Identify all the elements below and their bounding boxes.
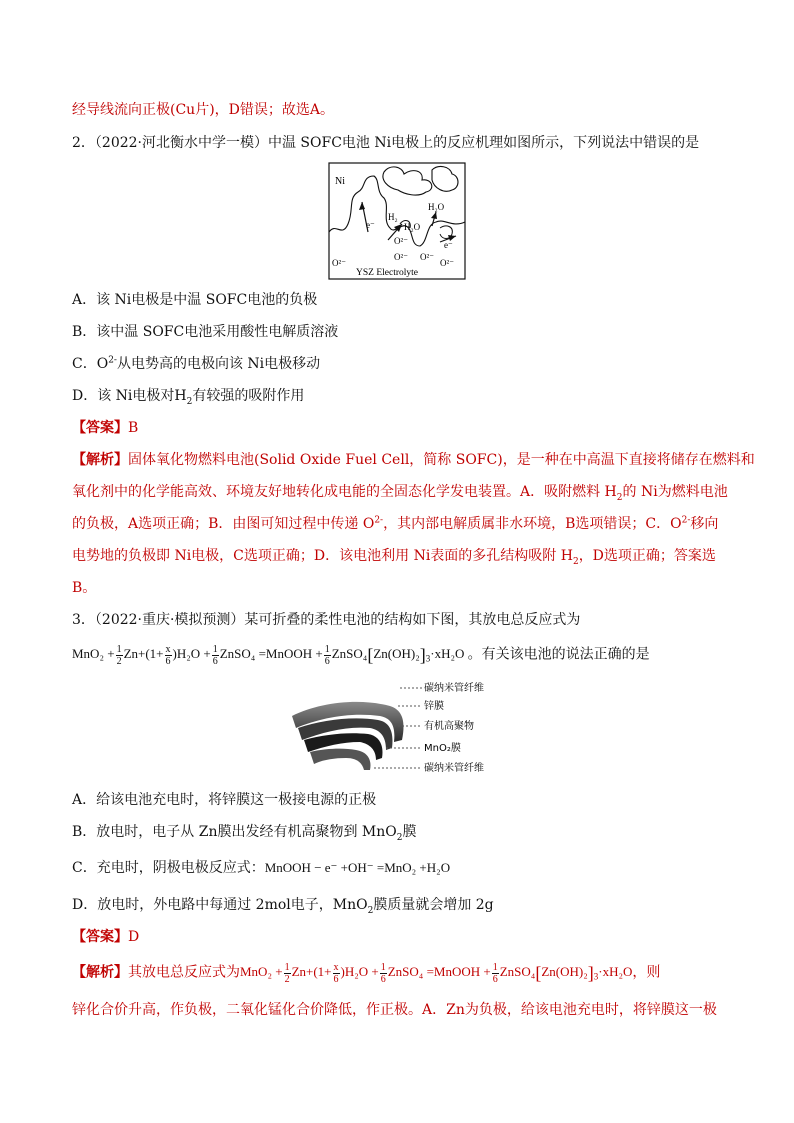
explanation-text: 其放电总反应式为 [128,964,240,981]
layer-label: 碳纳米管纤维 [424,763,484,774]
subscript: 3 [425,654,431,665]
explanation-2-line-1 [72,450,755,470]
explanation-text: ，其内部电解质属非水环境，B选项错误；C．O [383,516,682,532]
o2-label-5: O²⁻ [440,258,454,268]
answer-label: 【答案】 [72,929,128,945]
answer-value: D [128,929,140,945]
o2-label-4: O²⁻ [420,252,434,262]
subscript: 2 [396,832,403,843]
eq-part: Zn+(1+ [123,646,164,662]
option-2c-prefix: C．O [72,356,109,372]
explanation-text: 氧化剂中的化学能高效、环境友好地转化成电能的全固态化学发电装置。A．吸附燃料 H [72,484,617,500]
option-2d-text: 有较强的吸附作用 [192,388,305,404]
h2o-mid-label: H₂O [404,222,421,232]
flexible-battery-figure [290,680,500,780]
superscript: 2- [681,515,691,526]
answer-label: 【答案】 [72,420,128,436]
question-2-stem: 2．（2022·河北衡水中学一模）中温 SOFC电池 Ni电极上的反应机理如图所示，下列说法中错误的是 [72,135,700,151]
option-3c-equation: MnOOH − e⁻ +OH⁻ =MnO₂ +H₂O [264,860,451,875]
eq-part: )H₂O + [172,646,211,662]
explanation-label: 【解析】 [72,964,128,981]
option-3c-text: C．充电时，阴极电极反应式： [72,860,265,876]
answer-3 [72,927,139,947]
answer-value: B [128,420,139,436]
superscript: 2- [374,515,384,526]
explanation-text: 移向 [690,516,719,532]
explanation-text: 固体氧化物燃料电池(Solid Oxide Fuel Cell，简称 SOFC)，是一种在中高温下直接将储存在燃料和 [128,452,755,468]
option-2c-text: 从电势高的电极向该 Ni电极移动 [116,356,321,372]
explanation-text: 电势地的负极即 Ni电极，C选项正确；D．该电池利用 Ni表面的多孔结构吸附 H [72,548,573,564]
o2-label-1: O²⁻ [332,258,346,268]
layer-label: 有机高聚物 [424,721,474,732]
option-2d [72,386,304,406]
explanation-text: ，D选项正确；答案选 [578,548,716,564]
explanation-text: ，则 [632,964,661,981]
subscript: 2 [367,905,374,916]
sofc-mechanism-figure [328,162,466,280]
option-2d-h: H [174,388,187,404]
option-2c [72,354,320,374]
ni-label: Ni [335,176,345,187]
question-3-equation-line [72,644,650,667]
option-2b: B．该中温 SOFC电池采用酸性电解质溶液 [72,324,339,340]
layer-label: MnO₂膜 [424,743,461,754]
option-2d-prefix: D．该 Ni电极对 [72,388,175,404]
explanation-2-line-3 [72,514,718,534]
option-2d-sub: 2 [186,396,193,407]
answer-2 [72,418,138,438]
explanation-text: 的 Ni为燃料电池 [622,484,728,500]
option-3b-text: 膜 [402,824,417,840]
explanation-text: 的负极，A选项正确；B．由图可知过程中传递 O [72,516,375,532]
electron-label-2: e⁻ [444,240,453,250]
explanation-equation: MnO₂ + $\frac{1}{2}$ Zn+(1+ $\frac{x}{6}$ )H₂O + $\frac{1}{6}$ ZnSO₄ =MnOOH + $\frac{1}{6}$ $ZnSO_4[Zn(OH)_2]_3\cdot xH_2O$ [240,962,633,985]
explanation-3-line-1 [72,962,660,985]
o2-label-2: O²⁻ [394,236,408,246]
layer-label: 锌膜 [424,701,444,712]
explanation-2-line-4 [72,546,716,566]
question-3-tail: 。有关该电池的说法正确的是 [467,646,650,663]
option-3b-text: B．放电时，电子从 Zn膜出发经有机高聚物到 MnO [72,824,397,840]
fraction: $\frac{x}{6}$ [165,644,171,667]
solution-continuation: 经导线流向正极(Cu片)，D错误；故选A。 [72,102,334,118]
option-3d-text: 膜质量就会增加 2g [373,897,494,913]
subscript: 2 [616,492,623,503]
reaction-equation: MnO₂ + $\frac{1}{2}$ Zn+(1+ $\frac{x}{6}$ )H₂O + $\frac{1}{6}$ ZnSO₄ =MnOOH + $\frac{1}{6}$ $ZnSO_4[Zn(OH)_2]_3\cdot xH_2O$ [72,644,465,667]
h2-label: H₂ [388,212,398,222]
eq-part: ZnSO₄ =MnOOH + [219,646,323,662]
fraction: $\frac{1}{6}$ [324,644,330,667]
option-3b [72,822,417,842]
option-2c-sup: 2- [108,355,117,366]
fraction: $\frac{1}{2}$ [116,644,122,667]
layer-label: 碳纳米管纤维 [424,683,484,694]
eq-part: ·xH₂O [430,646,465,662]
option-3a: A．给该电池充电时，将锌膜这一极接电源的正极 [72,792,377,808]
fraction: $\frac{1}{6}$ [212,644,218,667]
question-3-stem: 3．（2022·重庆·模拟预测）某可折叠的柔性电池的结构如下图，其放电总反应式为 [72,612,581,628]
electron-label-1: e⁻ [366,220,375,230]
option-2a: A．该 Ni电极是中温 SOFC电池的负极 [72,292,318,308]
eq-part: ZnSO₄ [331,646,368,662]
figure-caption: YSZ Electrolyte [356,268,418,278]
option-3c [72,858,450,878]
subscript: 2 [572,556,579,567]
eq-part: MnO₂ + [72,646,115,662]
explanation-2-line-2 [72,482,728,502]
o2-label-3: O²⁻ [394,252,408,262]
option-3d-text: D．放电时，外电路中每通过 2mol电子，MnO [72,897,368,913]
option-3d [72,895,494,915]
h2o-top-label: H₂O [428,202,445,212]
explanation-2-line-5: B。 [72,580,97,596]
explanation-label: 【解析】 [72,452,128,468]
eq-part: Zn(OH)₂ [373,646,420,662]
explanation-3-line-2: 锌化合价升高，作负极，二氧化锰化合价降低，作正极。A．Zn为负极，给该电池充电时，将锌膜这一极 [72,1002,717,1018]
